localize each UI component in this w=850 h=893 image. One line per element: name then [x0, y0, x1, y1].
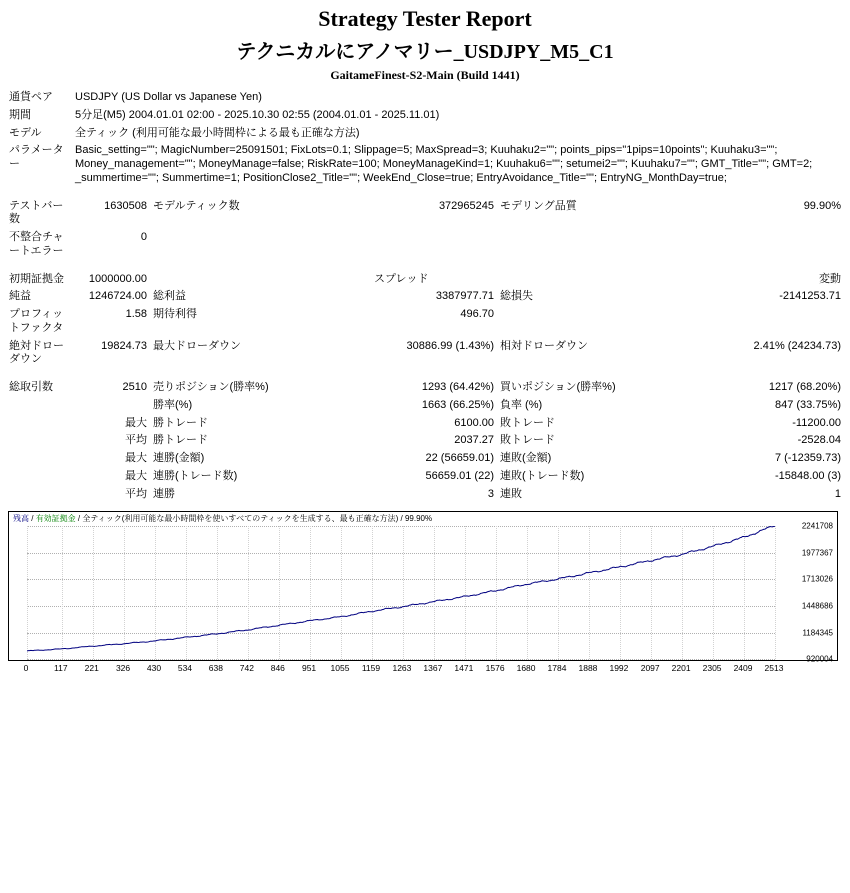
short-positions-label: 売りポジション(勝率%): [153, 381, 269, 393]
table-row: [6, 271, 844, 289]
chart-x-tick: 326: [115, 663, 131, 674]
chart-x-tick: 1263: [392, 663, 412, 674]
report-header: [0, 0, 850, 89]
chart-x-tick: 951: [301, 663, 317, 674]
chart-y-tick: 1713026: [801, 574, 833, 584]
chart-x-tick: 1576: [485, 663, 505, 674]
table-row: [6, 397, 844, 415]
chart-x-tick: 430: [146, 663, 162, 674]
chart-y-tick: 1977367: [801, 548, 833, 558]
max-drawdown-value: 30886.99 (1.43%): [406, 339, 494, 352]
model-ticks-label: モデルティック数: [153, 199, 240, 212]
max-consec-wins-label: 連勝(金額): [153, 452, 205, 464]
chart-x-tick: 1471: [454, 663, 474, 674]
average-win-label: 勝トレード: [153, 434, 208, 447]
chart-legend: 残高 / 有効証拠金 / 全ティック(利用可能な最小時間枠を使いすべてのティックを生成する、最も正確な方法) / 99.90%: [13, 514, 433, 524]
max-consec-profit-value: 56659.01 (22): [425, 469, 494, 482]
legend-quality: 99.90%: [404, 514, 433, 524]
symbol-value: USDJPY (US Dollar vs Japanese Yen): [75, 91, 262, 103]
avg-consec-wins-value: 3: [487, 487, 494, 500]
chart-x-tick: 117: [54, 663, 68, 674]
table-row: [6, 450, 844, 468]
chart-x-tick: 1159: [361, 663, 381, 674]
average-label: 平均: [125, 434, 147, 447]
table-row: [6, 288, 844, 306]
max-drawdown-label: 最大ドローダウン: [153, 339, 241, 352]
report-subtitle: テクニカルにアノマリー_USDJPY_M5_C1: [236, 41, 614, 63]
profit-factor-label: プロフィットファクタ: [9, 308, 64, 334]
expected-payoff-label: 期待利得: [153, 308, 197, 320]
gross-profit-value: 3387977.71: [435, 290, 494, 303]
table-row: [6, 229, 844, 261]
abs-drawdown-value: 19824.73: [101, 339, 147, 352]
chart-canvas: [27, 526, 775, 659]
gross-loss-label: 総損失: [500, 290, 533, 303]
chart-x-tick: 1055: [330, 663, 350, 674]
chart-y-axis: [777, 521, 835, 664]
max-consec-profit-label: 連勝(トレード数): [153, 469, 238, 482]
model-ticks-value: 372965245: [438, 199, 494, 212]
chart-x-tick: 1680: [516, 663, 536, 674]
average-win-value: 2037.27: [454, 434, 494, 447]
chart-x-tick: 2305: [702, 663, 722, 674]
spread-label: スプレッド: [374, 272, 429, 285]
chart-x-tick: 221: [84, 663, 99, 674]
loss-rate-label: 負率 (%): [500, 398, 543, 411]
chart-x-tick: 846: [270, 663, 285, 674]
legend-equity: 有効証拠金: [35, 514, 76, 524]
gross-loss-value: -2141253.71: [779, 290, 841, 303]
win-rate-value: 1663 (66.25%): [421, 398, 494, 411]
chart-vgridline: [775, 526, 776, 659]
long-positions-value: 1217 (68.20%): [768, 381, 841, 393]
table-row: [6, 107, 844, 125]
avg-consec-label: 平均: [125, 487, 147, 500]
max-consec-wins-value: 22 (56659.01): [425, 452, 494, 464]
chart-y-tick: 1448686: [801, 601, 833, 611]
table-row: [6, 379, 844, 397]
spread-value: 変動: [819, 272, 841, 285]
max-consec-loss-label: 連敗(トレード数): [500, 469, 585, 482]
table-row: [6, 142, 844, 187]
initial-deposit-value: 1000000.00: [88, 272, 147, 285]
chart-x-tick: 2201: [671, 663, 691, 674]
net-profit-label: 純益: [9, 290, 31, 303]
model-label: モデル: [9, 126, 42, 139]
win-rate-label: 勝率(%): [153, 398, 193, 411]
model-value: 全ティック (利用可能な最小時間枠による最も正確な方法): [75, 126, 360, 139]
chart-x-tick: 534: [177, 663, 193, 674]
params-label: パラメーター: [9, 144, 64, 170]
model-quality-label: モデリング品質: [500, 199, 577, 212]
largest-loss-value: -11200.00: [792, 416, 841, 429]
mismatch-value: 0: [140, 231, 147, 243]
page-title: Strategy Tester Report: [318, 6, 532, 31]
table-row: [6, 338, 844, 370]
largest-label: 最大: [125, 416, 147, 429]
test-bars-label: テストバー数: [9, 199, 64, 226]
table-row: [6, 125, 844, 143]
expected-payoff-value: 496.70: [460, 308, 494, 320]
rel-drawdown-label: 相対ドローダウン: [500, 339, 588, 352]
max-consec-losses-value: 7 (-12359.73): [774, 452, 841, 464]
params-value: Basic_setting=""; MagicNumber=25091501; FixLots=0.1; Slippage=5; MaxSpread=3; Kuuhaku2=""; points_pips="1pips=10points"; Kuuhaku3=""; Money_management=""; MoneyManage=false; RiskRate=100; MoneyManageKind=1; Kuuhaku6=""; setumei2=""; Kuuhaku7=""; GMT_Title=""; GMT=2; _summertime=""; Summertime=1; PositionClose2_Title=""; WeekEnd_Close=true; EntryAvoidance_Title=""; EntryNG_MonthDay=true;: [75, 144, 813, 184]
max-consecutive-label: 最大: [125, 452, 147, 464]
model-quality-value: 99.90%: [803, 199, 841, 212]
table-row: [6, 89, 844, 107]
chart-x-tick: 2409: [733, 663, 753, 674]
equity-curve: [27, 526, 775, 659]
largest-win-label: 勝トレード: [153, 416, 208, 429]
table-row: [6, 432, 844, 450]
initial-deposit-label: 初期証拠金: [9, 272, 64, 285]
report-build: GaitameFinest-S2-Main (Build 1441): [330, 68, 520, 82]
chart-x-tick: 2513: [764, 663, 784, 674]
legend-model: 全ティック(利用可能な最小時間枠を使いすべてのティックを生成する、最も正確な方法): [82, 514, 399, 524]
total-trades-value: 2510: [122, 381, 147, 393]
chart-y-tick: 920004: [806, 654, 833, 664]
chart-x-axis: [8, 661, 838, 677]
chart-x-tick: 1367: [423, 663, 443, 674]
chart-x-tick: 1784: [547, 663, 567, 674]
profit-factor-value: 1.58: [125, 308, 147, 320]
average-loss-label: 敗トレード: [500, 434, 555, 447]
total-trades-label: 総取引数: [9, 381, 53, 393]
avg-consec-wins-label: 連勝: [153, 487, 175, 500]
mismatch-label: 不整合チャートエラー: [9, 231, 64, 257]
legend-balance: 残高: [13, 514, 29, 524]
table-row: [6, 486, 844, 504]
max-consec-losses-label: 連敗(金額): [500, 452, 552, 464]
symbol-label: 通貨ペア: [9, 91, 53, 103]
gross-profit-label: 総利益: [153, 290, 186, 303]
table-row: [6, 198, 844, 230]
equity-chart: [8, 511, 844, 677]
chart-y-tick: 2241708: [801, 521, 833, 531]
avg-consec-losses-label: 連敗: [500, 487, 522, 500]
loss-rate-value: 847 (33.75%): [774, 398, 841, 411]
max-consec-loss-value: -15848.00 (3): [774, 469, 841, 482]
largest-win-value: 6100.00: [454, 416, 494, 429]
chart-x-tick: 1888: [578, 663, 598, 674]
chart-x-tick: 1992: [609, 663, 629, 674]
short-positions-value: 1293 (64.42%): [421, 381, 494, 393]
chart-x-tick: 638: [208, 663, 223, 674]
rel-drawdown-value: 2.41% (24234.73): [753, 339, 841, 352]
period-value: 5分足(M5) 2004.01.01 02:00 - 2025.10.30 02:55 (2004.01.01 - 2025.11.01): [75, 108, 440, 121]
chart-x-tick: 2097: [640, 663, 660, 674]
chart-gridline: [27, 659, 775, 660]
abs-drawdown-label: 絶対ドローダウン: [9, 339, 64, 366]
test-bars-value: 1630508: [104, 199, 147, 212]
table-row: [6, 468, 844, 486]
chart-y-tick: 1184345: [802, 628, 833, 638]
largest-loss-label: 敗トレード: [500, 416, 555, 429]
period-label: 期間: [9, 108, 31, 121]
chart-plot-area: [8, 511, 838, 664]
table-row: [6, 306, 844, 338]
summary-table: [6, 89, 844, 503]
net-profit-value: 1246724.00: [88, 290, 147, 303]
average-loss-value: -2528.04: [797, 434, 841, 447]
max-consec-amount-label: 最大: [125, 469, 147, 482]
long-positions-label: 買いポジション(勝率%): [500, 381, 616, 393]
avg-consec-losses-value: 1: [834, 487, 841, 500]
table-row: [6, 415, 844, 433]
chart-x-tick: 742: [239, 663, 254, 674]
chart-x-tick: 0: [23, 663, 29, 674]
